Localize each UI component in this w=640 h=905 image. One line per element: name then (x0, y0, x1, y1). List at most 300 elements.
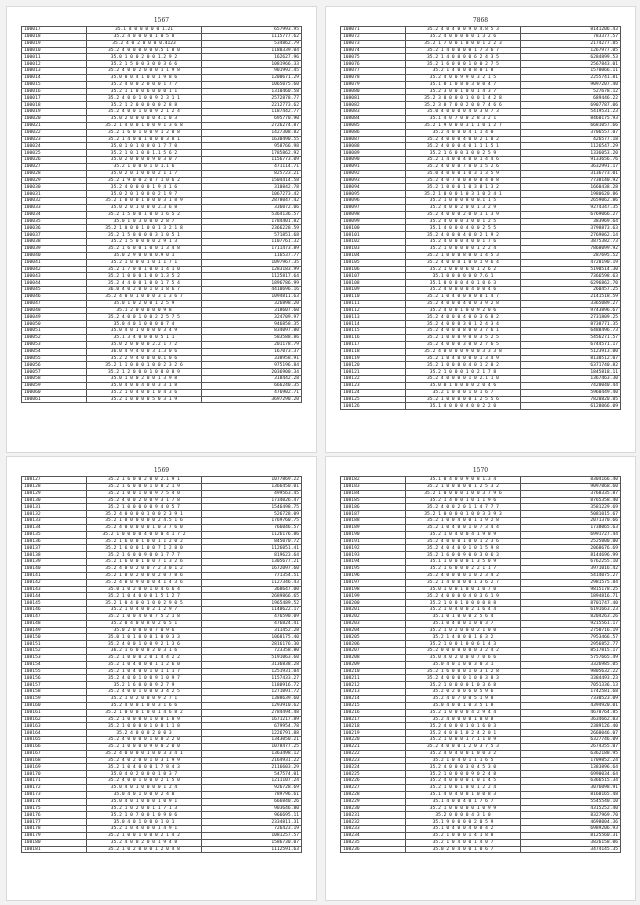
table-row (22, 730, 302, 737)
amount-cell: 471114.71 (202, 163, 302, 170)
code-cell: 35.2 1 0 0 0 0 1 0 0 3 7 9 6 (406, 490, 521, 497)
amount-cell: 3474145.35 (521, 846, 621, 853)
table-row (341, 143, 621, 150)
row-id-cell: 100010 (22, 47, 87, 54)
table-row (341, 122, 621, 129)
code-cell: 35.2 1 6 0 0 0 2 2 1 1 7 (406, 565, 521, 572)
code-cell: 35.2 1 0 0 0 1 0 3 1 0 2 4 1 (406, 191, 521, 198)
row-id-cell: 108145 (22, 600, 87, 607)
amount-cell: 2071370.66 (521, 518, 621, 525)
row-id-cell: 100051 (22, 328, 87, 335)
amount-cell: 834097.80 (202, 328, 302, 335)
code-cell: 35.2 1 5 0 0 0 0 3 1 0 5 1 (87, 232, 202, 239)
amount-cell: 1711473.89 (202, 246, 302, 253)
amount-cell: 666240.35 (202, 382, 302, 389)
row-id-cell: 108148 (22, 620, 87, 627)
amount-cell: 1065075.60 (202, 81, 302, 88)
code-cell: 35.0 1 0 1 0 0 0 1 0 0 3 3 (87, 634, 202, 641)
row-id-cell: 108133 (22, 518, 87, 525)
row-id-cell: 108226 (341, 778, 406, 785)
amount-cell: 1896786.99 (202, 280, 302, 287)
table-row (341, 819, 621, 826)
code-cell: 35.2 1 0 0 0 1 4 1 8 8 (406, 832, 521, 839)
code-cell: 35.2 1 0 0 0 8 0 0 1 4 5 3 (406, 252, 521, 259)
code-cell: 35.0 1 0 0 2 0 0 1 3 9 8 (87, 376, 202, 383)
table-row (341, 682, 621, 689)
amount-cell: 7051336.13 (521, 682, 621, 689)
row-id-cell: 108125 (341, 396, 406, 403)
row-id-cell: 108134 (22, 524, 87, 531)
row-id-cell: 108194 (341, 559, 406, 566)
amount-cell: 571851.68 (202, 232, 302, 239)
amount-cell: 2174277.85 (521, 40, 621, 47)
table-row (22, 634, 302, 641)
row-id-cell: 100056 (22, 362, 87, 369)
code-cell: 35.0 1 0 0 2 0 0 1.2 9 2 (87, 54, 202, 61)
code-cell: 35.2 1 1 0 0 0 1 0 0 2 3 2 6 (87, 362, 202, 369)
row-id-cell: 108146 (22, 607, 87, 614)
row-id-cell: 100043 (22, 273, 87, 280)
row-id-cell: 100029 (22, 177, 87, 184)
amount-cell: 338958.91 (202, 355, 302, 362)
code-cell: 35.2 1 0 0 0 1 0 0 0 3 1 8 9 (87, 198, 202, 205)
code-cell: 35.0 2 9 0 0 0 0.9 0 1 (87, 252, 202, 259)
row-id-cell: 108141 (22, 572, 87, 579)
code-cell: 35.1 4 0 0 4 0 1 7 6 7 (406, 798, 521, 805)
table-row (22, 157, 302, 164)
table-row (341, 177, 621, 184)
row-id-cell: 108177 (22, 819, 87, 826)
code-cell: 35.2 4 0 0 0 4 1 1 4 0 (406, 129, 521, 136)
row-id-cell: 108142 (22, 579, 87, 586)
code-cell: 35.2 4 0 4 0 0 9 0 4.8 5 3 (406, 27, 521, 34)
row-id-cell: 100018 (22, 33, 87, 40)
row-id-cell: 108170 (22, 771, 87, 778)
code-cell: 35.2 1 0 4 0 0 1 0 4 3 6 (87, 389, 202, 396)
amount-cell: 5419531.23 (521, 109, 621, 116)
row-id-cell: 100034 (22, 211, 87, 218)
row-id-cell: 108105 (341, 259, 406, 266)
table-row (22, 314, 302, 321)
code-cell: 35.2 1 0 4 0 1 1 1 6 5 (406, 757, 521, 764)
amount-cell: 476824.41 (202, 620, 302, 627)
code-cell: 35.1 4 0 0 0 4 0 0 2 5 5 (406, 225, 521, 232)
table-row (341, 791, 621, 798)
amount-cell: 946858.35 (202, 321, 302, 328)
row-id-cell: 100039 (22, 246, 87, 253)
amount-cell: 527678.12 (521, 88, 621, 95)
amount-cell: 4670764.85 (521, 709, 621, 716)
code-cell: 35.2 1 7 0 0 1 0 0 1 4 1 0 (87, 266, 202, 273)
table-row (341, 47, 621, 54)
row-id-cell: 108176 (22, 812, 87, 819)
row-id-cell: 108136 (22, 538, 87, 545)
amount-cell: 476590.09 (202, 613, 302, 620)
table-row (341, 565, 621, 572)
amount-cell: 1125817.64 (202, 273, 302, 280)
amount-cell: 7330523.09 (521, 696, 621, 703)
row-id-cell: 108097 (341, 204, 406, 211)
row-id-cell: 108150 (22, 634, 87, 641)
table-row (22, 88, 302, 95)
table-row (341, 696, 621, 703)
amount-cell: 679954.78 (202, 723, 302, 730)
amount-cell: 2816176.30 (202, 641, 302, 648)
code-cell: 35.2 1 9 0 0 2 0 7 1 0 6 2 (87, 177, 202, 184)
amount-cell: 310842.78 (202, 184, 302, 191)
table-row (22, 607, 302, 614)
table-row (22, 191, 302, 198)
row-id-cell: 108122 (341, 376, 406, 383)
table-row (22, 627, 302, 634)
code-cell: 35.2 1 0 2 0 0 0 1 2 0 4 8 (87, 846, 202, 853)
code-cell: 35.2 1 0 4 0 0 2 1 6 4 4 (406, 607, 521, 614)
row-id-cell: 108119 (341, 355, 406, 362)
code-cell: 35.2 4 0 0 0 0 1 0 0 3 3 4 1 (87, 750, 202, 757)
table-row (22, 682, 302, 689)
amount-cell: 9133656.76 (521, 157, 621, 164)
code-cell: 35.2 3 0 7 0 0 2 0 0 7 4 6 6 (406, 102, 521, 109)
code-cell: 35.2 4 0 0 0 4 0 0 1 7 6 (406, 239, 521, 246)
row-id-cell: 108191 (341, 538, 406, 545)
row-id-cell: 108095 (341, 191, 406, 198)
table-row (341, 477, 621, 484)
row-id-cell: 108084 (341, 115, 406, 122)
row-id-cell: 100052 (22, 334, 87, 341)
row-id-cell: 108179 (22, 832, 87, 839)
table-row (22, 95, 302, 102)
table-row (341, 593, 621, 600)
code-cell: 35.2 4 0 0 0 0 4 0 0 4 6 (406, 287, 521, 294)
row-id-cell: 108100 (341, 225, 406, 232)
amount-cell: 789796.61 (202, 791, 302, 798)
table-row (341, 54, 621, 61)
table-row (22, 600, 302, 607)
table-row (22, 696, 302, 703)
code-cell: 35.2 1 6 0 0 9 0 0 1 7 7 7 (87, 552, 202, 559)
table-row (341, 225, 621, 232)
amount-cell: 3581229.69 (521, 504, 621, 511)
table-row (341, 129, 621, 136)
amount-cell: 4315252.40 (521, 805, 621, 812)
row-id-cell: 108149 (22, 627, 87, 634)
code-cell: 35.2 4 0 0 0 1 2 0 3 7 5 3 (406, 743, 521, 750)
amount-cell: 5545540.10 (521, 798, 621, 805)
table-row (341, 689, 621, 696)
row-id-cell: 108211 (341, 675, 406, 682)
row-id-cell: 108104 (341, 252, 406, 259)
table-row (341, 579, 621, 586)
code-cell: 35.2 1 0 4 0 0 0 1 4 9 1 (87, 826, 202, 833)
amount-cell: 1078477.25 (202, 743, 302, 750)
data-table (340, 476, 621, 853)
table-row (22, 198, 302, 205)
row-id-cell: 108137 (22, 545, 87, 552)
code-cell: 35.2 0 0 0 0 0 0 0 3 2 4 2 (406, 648, 521, 655)
code-cell: 35.2 1 0 0 0 1 0 3 0 1 3 2 (406, 184, 521, 191)
row-id-cell: 108112 (341, 307, 406, 314)
code-cell: 36.2 1 6 0 0 0 2 0 3 1 6 (87, 648, 202, 655)
code-cell: 35.0 0 0 4 1 0 0 1 9 8 6 (87, 74, 202, 81)
code-cell: 35.2 1 2 0 0 0 0 0 2 8 8 (87, 102, 202, 109)
amount-cell: 9743896.67 (521, 307, 621, 314)
table-row (341, 497, 621, 504)
code-cell: 35.2 1 4 0 0 0 0 1 7 3 6 7 (406, 47, 521, 54)
row-id-cell: 108232 (341, 819, 406, 826)
table-row (341, 600, 621, 607)
row-id-cell: 108234 (341, 832, 406, 839)
table-row (341, 778, 621, 785)
amount-cell: 1343050.21 (202, 737, 302, 744)
table-row (341, 572, 621, 579)
amount-cell: 9097207.40 (521, 81, 621, 88)
amount-cell: 1383896.64 (521, 764, 621, 771)
code-cell: 35.2 1 0 4 0 0 1 4 0 7 (406, 839, 521, 846)
code-cell: 35.2 1 6 0 0 1 0 0 7 1 2 8 0 (87, 545, 202, 552)
table-row (22, 784, 302, 791)
amount-cell: 1784401.82 (202, 218, 302, 225)
table-row (22, 689, 302, 696)
table-row (341, 812, 621, 819)
table-row (22, 369, 302, 376)
code-cell: 35.2 4 0 2 0 0 1 0 3 1 9 9 (87, 757, 202, 764)
code-cell: 35.2 4 0 0 0 4 0 1 1 1 5 1 (406, 143, 521, 150)
code-cell: 35.2 4 0 0 2 0 1 1 4 7 7 7 (406, 504, 521, 511)
amount-cell: 1367463.30 (521, 376, 621, 383)
table-row (341, 750, 621, 757)
code-cell: 35.2 1 6 0 0 1 0 0 7 1 3 2 6 (87, 559, 202, 566)
code-cell: 35.2 1 0 0 0 8 0 0.1 1 5 (406, 198, 521, 205)
table-row (341, 280, 621, 287)
row-id-cell: 108213 (341, 689, 406, 696)
row-id-cell: 108184 (341, 490, 406, 497)
page-title: 1570 (472, 467, 489, 474)
code-cell: 35.2 1 0 0 0 1 7 1 1 0 9 (406, 737, 521, 744)
table-row (22, 348, 302, 355)
code-cell: 35.2 4 0 0 0 4 0 0 2 1 9 2 (406, 232, 521, 239)
code-cell: 35.1 0 0 0 0 4 0 1 0 6 3 (406, 280, 521, 287)
table-row (22, 102, 302, 109)
row-id-cell: 108159 (22, 696, 87, 703)
amount-cell: 1570066.11 (521, 68, 621, 75)
table-row (22, 750, 302, 757)
row-id-cell: 108082 (341, 102, 406, 109)
amount-cell: 2981575.84 (521, 579, 621, 586)
table-row (22, 54, 302, 61)
row-id-cell: 100060 (22, 389, 87, 396)
table-row (22, 723, 302, 730)
row-id-cell: 108121 (341, 369, 406, 376)
table-row (341, 675, 621, 682)
code-cell: 35.0 4 0 2 0 0 0 7 0 6 6 (406, 654, 521, 661)
table-row (341, 709, 621, 716)
row-id-cell: 108132 (22, 511, 87, 518)
code-cell: 35.2 4 0 4 0 0 1 0 0 3 2 (406, 750, 521, 757)
amount-cell: 1734026.47 (202, 497, 302, 504)
table-row (341, 613, 621, 620)
row-id-cell: 100044 (22, 280, 87, 287)
row-id-cell: 108080 (341, 88, 406, 95)
row-id-cell: 108198 (341, 586, 406, 593)
row-id-cell: 108073 (341, 40, 406, 47)
amount-cell: 2334811.31 (202, 819, 302, 826)
table-row (341, 490, 621, 497)
amount-cell: 3136773.01 (521, 170, 621, 177)
table-row (341, 483, 621, 490)
table-row (341, 764, 621, 771)
code-cell: 35.2 2 9 4 0 0 0 0.1 0 6 (87, 355, 202, 362)
row-id-cell: 108153 (22, 654, 87, 661)
table-row (341, 355, 621, 362)
code-cell: 35.2 1 0 2 0 0 1 1 7 1 3 (87, 805, 202, 812)
table-row (22, 565, 302, 572)
code-cell: 35.2 4 0 0 0 4 0 0 2 1 0 2 (406, 136, 521, 143)
code-cell: 35.2 1 0 1 0 0 1.1 5 6 2 (87, 150, 202, 157)
table-row (22, 497, 302, 504)
row-id-cell: 108180 (22, 839, 87, 846)
code-cell: 35.2 1 0 0 0 2 0 1 4 4 2 2 (87, 654, 202, 661)
page-title: 1567 (153, 17, 170, 24)
table-row (341, 109, 621, 116)
code-cell: 35.2 1 0 0 4 0 0 7 5 2 1 8 (87, 613, 202, 620)
row-id-cell: 108215 (341, 702, 406, 709)
amount-cell: 1180916.72 (202, 682, 302, 689)
row-id-cell: 100032 (22, 198, 87, 205)
code-cell: 35.0 4 0 1 0 0 0 1 0 9 1 (87, 798, 202, 805)
table-row (22, 293, 302, 300)
table-row (22, 143, 302, 150)
row-id-cell: 108196 (341, 572, 406, 579)
row-id-cell: 108165 (22, 737, 87, 744)
amount-cell: 1894816.71 (521, 593, 621, 600)
row-id-cell: 100041 (22, 259, 87, 266)
table-row (22, 81, 302, 88)
table-row (22, 334, 302, 341)
table-row (341, 287, 621, 294)
code-cell: 35.2 4 0 0 0 4 0 0 3 9 2 8 (406, 300, 521, 307)
row-id-cell: 100019 (22, 109, 87, 116)
row-id-cell: 108209 (341, 661, 406, 668)
row-id-cell: 100057 (22, 369, 87, 376)
amount-cell: 1785862.92 (202, 150, 302, 157)
table-row (22, 163, 302, 170)
code-cell: 35.2 1 4 0 0 4 0 0 1 4 4 6 (406, 157, 521, 164)
table-row (22, 511, 302, 518)
code-cell: 35.2 4 0 7 0 0 5 1 9 8 (406, 696, 521, 703)
amount-cell: 1660438.28 (521, 184, 621, 191)
amount-cell: 8130512.07 (521, 355, 621, 362)
row-id-cell: 108158 (22, 689, 87, 696)
code-cell: 35.2 1 6 0 0 0 1 0 8 2 1 9 (87, 483, 202, 490)
table-row (22, 805, 302, 812)
code-cell: 35.2 4 0 0 0 3 0 1 2 4 3 4 (406, 321, 521, 328)
row-id-cell: 108139 (22, 559, 87, 566)
code-cell: 35.2 1 0 0 0 0 4 0 0 0 4 1 7 2 (87, 531, 202, 538)
table-row (22, 396, 302, 403)
table-row (22, 477, 302, 484)
row-id-cell: 100030 (22, 184, 87, 191)
row-id-cell: 108114 (341, 321, 406, 328)
row-id-cell: 108212 (341, 682, 406, 689)
table-row (341, 559, 621, 566)
row-id-cell: 100053 (22, 341, 87, 348)
code-cell: 35.2 1 5 0 0 3 0 0 3 6 6 (87, 61, 202, 68)
amount-cell: 4720190.19 (521, 259, 621, 266)
table-row (341, 204, 621, 211)
table-row (341, 163, 621, 170)
code-cell: 35.2 4 0 0 0 1 0 0 1 9 6 4 (406, 259, 521, 266)
row-id-cell: 108129 (22, 490, 87, 497)
amount-cell: 162627.96 (202, 54, 302, 61)
amount-cell: 819623.64 (202, 552, 302, 559)
table-row (22, 490, 302, 497)
amount-cell: 9215561.17 (521, 620, 621, 627)
code-cell: 35.2 1 4 0 0 0 0 6 2 4 3 5 (406, 54, 521, 61)
amount-cell: 6284899.53 (521, 54, 621, 61)
amount-cell: 1366450.01 (202, 483, 302, 490)
row-id-cell: 108189 (341, 524, 406, 531)
table-row (22, 266, 302, 273)
amount-cell: 657993.95 (202, 27, 302, 34)
code-cell: 35.2 1 0 0 0 0 0 1 2 2 4 (406, 246, 521, 253)
document-page-2 (325, 6, 636, 453)
amount-cell: 426577.18 (521, 136, 621, 143)
row-id-cell: 100011 (22, 54, 87, 61)
table-row (22, 812, 302, 819)
code-cell: 35.2 1 0 0 0 1 0 1 6 7 (406, 389, 521, 396)
amount-cell: 6366515.34 (521, 778, 621, 785)
table-row (22, 362, 302, 369)
table-row (22, 613, 302, 620)
table-row (341, 723, 621, 730)
row-id-cell: 108220 (341, 737, 406, 744)
table-row (341, 157, 621, 164)
code-cell: 35.0 2 0 1 0 0 0 2.3 6 8 (87, 204, 202, 211)
code-cell: 35.1 4 0 0 0 4 0 0 2 2 0 (406, 403, 521, 410)
row-id-cell: 100021 (22, 122, 87, 129)
row-id-cell: 108088 (341, 143, 406, 150)
code-cell: 35.2 1 0 0 0 0 0 1 2 5 3 2 (406, 483, 521, 490)
row-id-cell: 108111 (341, 300, 406, 307)
row-id-cell: 100012 (22, 61, 87, 68)
row-id-cell: 108218 (341, 723, 406, 730)
amount-cell: 3384493.23 (521, 675, 621, 682)
code-cell: 35.1 0 4 0 0 9 0 8 1.3 4 (406, 477, 521, 484)
code-cell: 35.1 0 1 0 0 0 2 5 6 4 (406, 613, 521, 620)
code-cell: 35.0 1 0 2 0 0 1 2 5 9 (87, 300, 202, 307)
amount-cell: 1586730.07 (202, 839, 302, 846)
code-cell: 35.2 1 0 0 0 0 1 0 0 1 8 9 (87, 716, 202, 723)
row-id-cell: 108210 (341, 668, 406, 675)
table-row (341, 136, 621, 143)
code-cell: 35.2 1 0 0 0 0 5 0 3 1 9 (87, 396, 202, 403)
amount-cell: 1742581.68 (521, 689, 621, 696)
row-id-cell: 100015 (22, 81, 87, 88)
amount-cell: 6744571.17 (521, 341, 621, 348)
row-id-cell: 108178 (22, 826, 87, 833)
code-cell: 35.2 1 0 0 0 0 0 9 4 0 5 7 (87, 504, 202, 511)
amount-cell: 825723.21 (202, 170, 302, 177)
amount-cell: 3365089.27 (521, 300, 621, 307)
table-row (341, 81, 621, 88)
code-cell: 35.1 0 4 0 0 4 0 0 4 2 (406, 826, 521, 833)
row-id-cell: 100048 (22, 307, 87, 314)
code-cell: 35.2 4 4 0 0 1 0 0 1 7 5 4 (87, 280, 202, 287)
amount-cell: 5757665.49 (521, 654, 621, 661)
table-row (341, 266, 621, 273)
table-row (341, 716, 621, 723)
row-id-cell: 108110 (341, 293, 406, 300)
